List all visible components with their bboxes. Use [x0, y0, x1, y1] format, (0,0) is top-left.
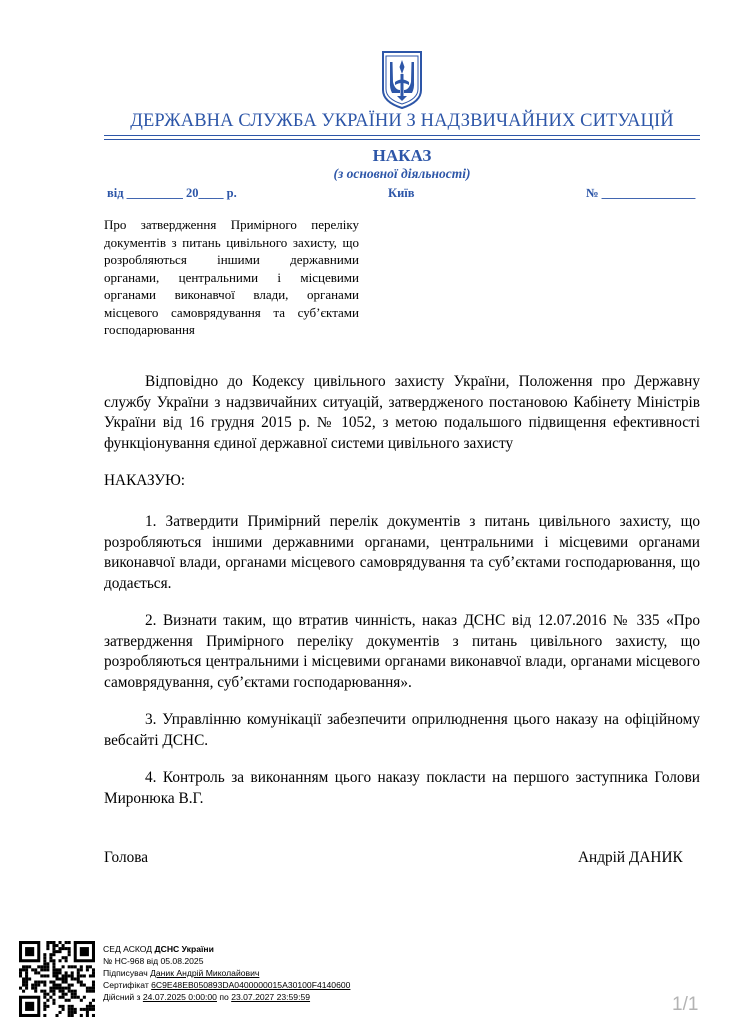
document-type: НАКАЗ [372, 146, 432, 165]
trident-emblem-icon [380, 50, 424, 110]
city-label: Київ [388, 186, 415, 200]
order-item-3: 3. Управлінню комунікації забезпечити оприлюднення цього наказу на офіційному вебсайті ДСНС. [104, 711, 700, 749]
stamp-valid-line [103, 992, 310, 1004]
order-word: НАКАЗУЮ: [104, 472, 186, 489]
order-subject: Про затвердження Примірного переліку документів з питань цивільного захисту, що розробляються іншими державними органами, центральними і місцевими органами виконавчої влади, органами місцевого самоврядування та суб’єктами господарювання [104, 217, 359, 337]
stamp-valid-to-label: по [216, 992, 232, 1002]
stamp-cert: 6C9E48EB050893DA0400000015A30100F4140600 [151, 980, 351, 990]
stamp-system-prefix: СЕД АСКОД [103, 944, 155, 954]
stamp-signer-label: Підписувач [103, 968, 151, 978]
date-field: від _________ 20____ р. [107, 186, 237, 200]
number-field: № _______________ [586, 186, 696, 200]
order-item-2: 2. Визнати таким, що втратив чинність, наказ ДСНС від 12.07.2016 № 335 «Про затвердження Примірного переліку документів з питань цивільного захисту, що розробляються центральними і місцевими органами виконавчої влади, органами місцевого самоврядування, суб’єктами господарювання». [104, 612, 700, 691]
signatory-name: Андрій ДАНИК [578, 849, 683, 866]
preamble-paragraph: Відповідно до Кодексу цивільного захисту України, Положення про Державну службу України з надзвичайних ситуацій, затвердженого постановою Кабінету Міністрів України від 16 грудня 2015 р. № 1052, з метою подальшого підвищення ефективності функціонування єдиної державної системи цивільного захисту [104, 373, 700, 452]
page-indicator: 1/1 [672, 994, 699, 1015]
document-subtype: (з основної діяльності) [333, 166, 471, 181]
stamp-system-line [103, 944, 214, 956]
stamp-cert-label: Сертифікат [103, 980, 152, 990]
stamp-signer-line [103, 968, 259, 980]
stamp-signer: Даник Андрій Миколайович [150, 968, 260, 978]
signatory-title: Голова [104, 849, 149, 866]
order-item-1: 1. Затвердити Примірний перелік документів з питань цивільного захисту, що розробляються іншими державними органами, центральними і місцевими органами виконавчої влади, органами місцевого самоврядування та суб’єктами господарювання, що додається. [104, 513, 700, 592]
stamp-reg-number: № НС-968 від 05.08.2025 [103, 956, 204, 966]
header-rule-thin [104, 139, 700, 140]
stamp-system-name: ДСНС України [154, 944, 214, 954]
order-item-4: 4. Контроль за виконанням цього наказу покласти на першого заступника Голови Миронюка В.Г. [104, 769, 700, 807]
stamp-valid-label: Дійсний з [103, 992, 143, 1002]
agency-title: ДЕРЖАВНА СЛУЖБА УКРАЇНИ З НАДЗВИЧАЙНИХ СИТУАЦІЙ [130, 111, 674, 131]
qr-code-icon[interactable] [19, 941, 95, 1017]
stamp-valid-to: 23.07.2027 23:59:59 [231, 992, 311, 1002]
stamp-valid-from: 24.07.2025 0:00:00 [142, 992, 217, 1002]
stamp-cert-line [103, 980, 350, 992]
header-rule-thick [104, 135, 700, 136]
